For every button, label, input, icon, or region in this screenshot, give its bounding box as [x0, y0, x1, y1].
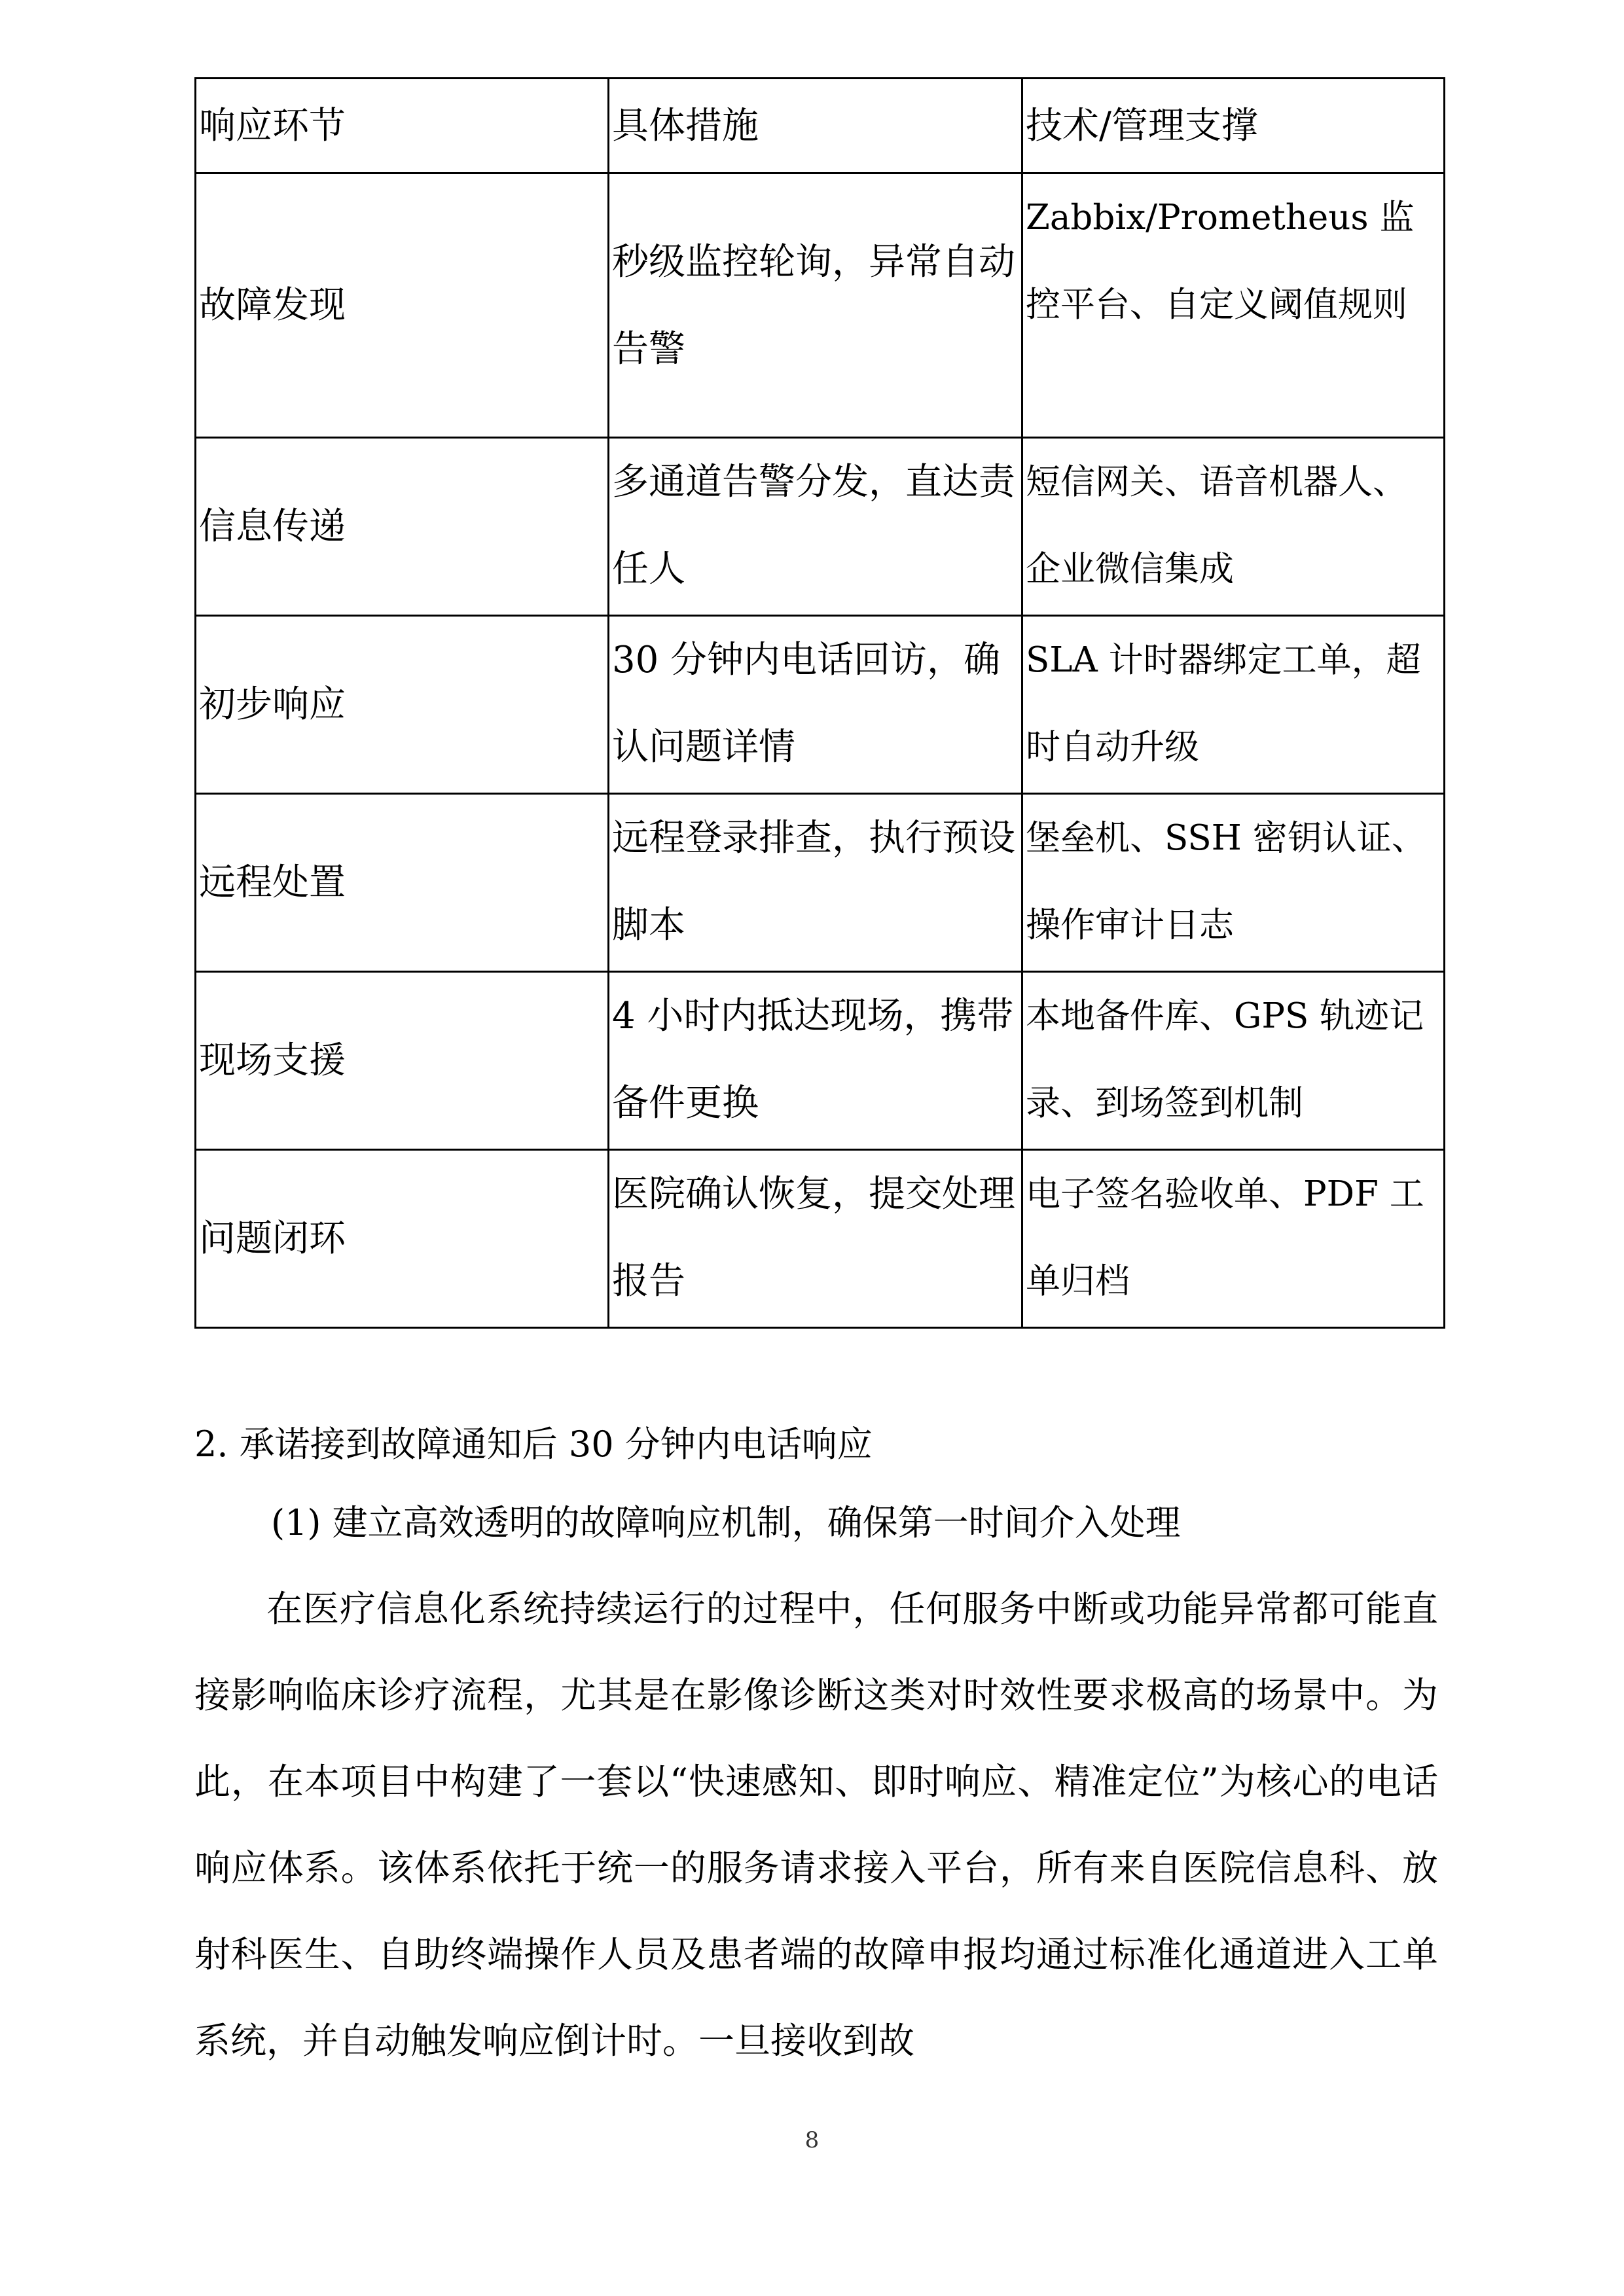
table-cell-support: Zabbix/Prometheus 监控平台、自定义阈值规则 — [1022, 173, 1445, 438]
table-cell-stage: 问题闭环 — [196, 1150, 609, 1328]
table-cell-measure: 远程登录排查，执行预设脚本 — [609, 794, 1022, 972]
section-subheading: (1) 建立高效透明的故障响应机制，确保第一时间介入处理 — [271, 1502, 1181, 1543]
page-number: 8 — [804, 2127, 820, 2153]
table-cell-support: SLA 计时器绑定工单，超时自动升级 — [1022, 616, 1445, 794]
table-row — [196, 438, 1445, 616]
table-row — [196, 173, 1445, 438]
table-cell-stage: 信息传递 — [196, 438, 609, 616]
table-cell-measure: 30 分钟内电话回访，确认问题详情 — [609, 616, 1022, 794]
section-heading: 2. 承诺接到故障通知后 30 分钟内电话响应 — [194, 1424, 873, 1465]
table-cell-measure: 秒级监控轮询，异常自动告警 — [609, 173, 1022, 438]
table-cell-support: 电子签名验收单、PDF 工单归档 — [1022, 1150, 1445, 1328]
table-cell-stage: 故障发现 — [196, 173, 609, 438]
table-header-cell: 具体措施 — [609, 79, 1022, 173]
table-cell-support: 本地备件库、GPS 轨迹记录、到场签到机制 — [1022, 972, 1445, 1150]
table-cell-measure: 医院确认恢复，提交处理报告 — [609, 1150, 1022, 1328]
table-cell-measure: 4 小时内抵达现场，携带备件更换 — [609, 972, 1022, 1150]
table-row — [196, 1150, 1445, 1328]
body-paragraph: 在医疗信息化系统持续运行的过程中，任何服务中断或功能异常都可能直接影响临床诊疗流程，尤其是在影像诊断这类对时效性要求极高的场景中。为此，在本项目中构建了一套以“快速感知、即时响应、精准定位”为核心的电话响应体系。该体系依托于统一的服务请求接入平台，所有来自医院信息科、放射科医生、自助终端操作人员及患者端的故障申报均通过标准化通道进入工单系统，并自动触发响应倒计时。一旦接收到故 — [194, 1588, 1438, 2062]
table-cell-measure: 多通道告警分发，直达责任人 — [609, 438, 1022, 616]
table-row — [196, 794, 1445, 972]
table-header-cell: 响应环节 — [196, 79, 609, 173]
table-row — [196, 972, 1445, 1150]
table-row — [196, 616, 1445, 794]
response-process-table — [194, 77, 1445, 1329]
table-cell-stage: 远程处置 — [196, 794, 609, 972]
table-header-cell: 技术/管理支撑 — [1022, 79, 1445, 173]
table-cell-stage: 现场支援 — [196, 972, 609, 1150]
table-cell-stage: 初步响应 — [196, 616, 609, 794]
table-cell-support: 堡垒机、SSH 密钥认证、操作审计日志 — [1022, 794, 1445, 972]
table-cell-support: 短信网关、语音机器人、企业微信集成 — [1022, 438, 1445, 616]
table-header-row — [196, 79, 1445, 173]
